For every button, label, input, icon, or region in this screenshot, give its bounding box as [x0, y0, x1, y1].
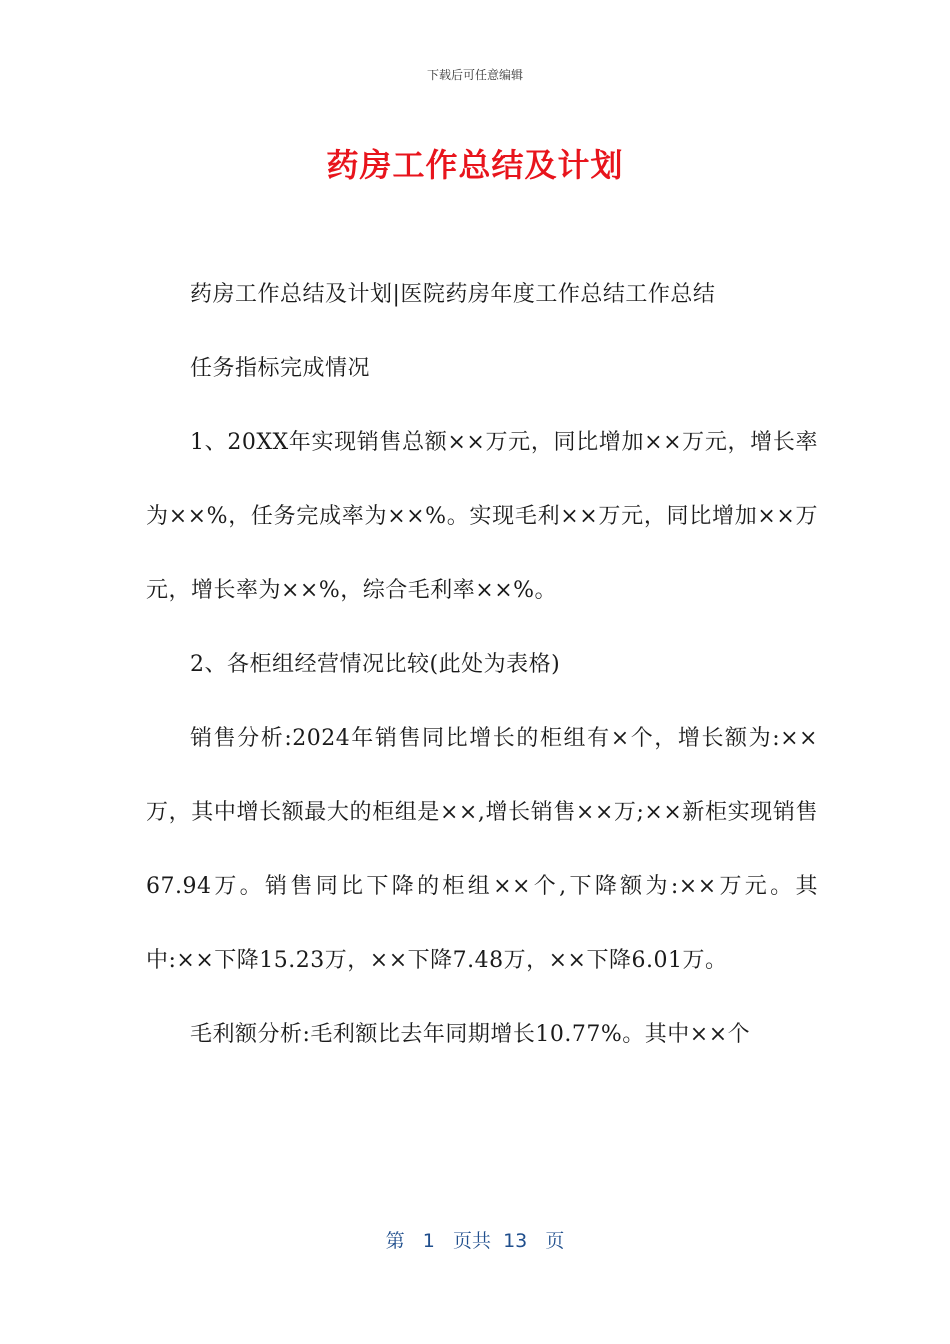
footer-prefix: 第 [385, 1230, 405, 1252]
header-note: 下载后可任意编辑 [426, 68, 523, 82]
footer-current-page: 1 [422, 1230, 435, 1252]
paragraph-counter-comparison: 2、各柜组经营情况比较(此处为表格) [190, 652, 561, 677]
paragraph-sales-analysis: 销售分析:2024年销售同比增长的柜组有×个，增长额为:××万，其中增长额最大的柜组是××,增长销售××万;××新柜实现销售67.94万。销售同比下降的柜组××个,下降额为:××万元。其中:××下降15.23万，××下降7.48万，××下降6.01万。 [146, 726, 818, 973]
paragraph-section-heading: 任务指标完成情况 [190, 356, 371, 381]
document-title: 药房工作总结及计划 [326, 146, 624, 184]
page-footer [0, 1226, 950, 1253]
footer-total-pages: 13 [503, 1230, 528, 1252]
footer-suffix: 页 [545, 1230, 565, 1252]
paragraph-sales-summary: 1、20XX年实现销售总额××万元，同比增加××万元，增长率为××%，任务完成率为××%。实现毛利××万元，同比增加××万元，增长率为××%，综合毛利率××%。 [146, 430, 818, 603]
document-body [146, 258, 818, 1072]
paragraph-subtitle: 药房工作总结及计划|医院药房年度工作总结工作总结 [190, 282, 716, 307]
paragraph-gross-profit-analysis: 毛利额分析:毛利额比去年同期增长10.77%。其中××个 [190, 1022, 751, 1047]
footer-middle: 页共 [452, 1230, 491, 1252]
